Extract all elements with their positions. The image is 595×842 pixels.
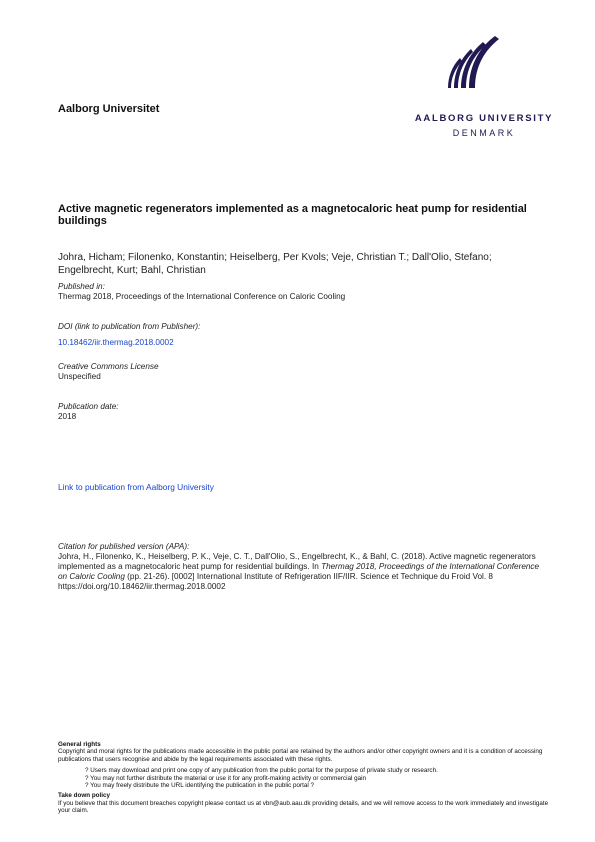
takedown-heading: Take down policy: [58, 792, 111, 800]
license-value: Unspecified: [58, 372, 101, 381]
rights-bullet: ? You may not further distribute the material or use it for any profit-making activity or commercial gain: [85, 774, 367, 782]
rights-bullet: ? You may freely distribute the URL identifying the publication in the public portal ?: [85, 782, 315, 790]
logo-wordmark: AALBORG UNIVERSITY: [414, 113, 554, 124]
general-rights-heading: General rights: [58, 741, 101, 748]
doi-section: [58, 322, 538, 350]
aau-wave-logo-icon: [445, 36, 501, 96]
rights-bullet: ? Users may download and print one copy of any publication from the public portal for the purpose of private study or research.: [85, 767, 438, 775]
citation-section: [58, 542, 548, 592]
citation-label: Citation for published version (APA):: [58, 542, 190, 551]
citation-proceedings-title: Thermag 2018, Proceedings of the International Conference on Caloric Cooling: [58, 562, 540, 581]
publication-date-section: [58, 402, 538, 422]
portal-publication-link[interactable]: Link to publication from Aalborg University: [58, 482, 214, 492]
published-in-label: Published in:: [58, 282, 105, 291]
institution-name: Aalborg Universitet: [58, 103, 160, 115]
citation-part1: Johra, H., Filonenko, K., Heiselberg, P. K., Veje, C. T., Dall'Olio, S., Engelbrecht, K., & Bahl, C. (2018). Active magnetic regenerators implemented as a magnetocaloric heat pump for residential buildings. In: [58, 552, 536, 571]
license-label: Creative Commons License: [58, 362, 159, 371]
published-in-value: Thermag 2018, Proceedings of the International Conference on Caloric Cooling: [58, 292, 346, 301]
takedown-text: If you believe that this document breaches copyright please contact us at vbn@aub.aau.dk providing details, and we will remove access to the work immediately and investigate your claim.: [58, 799, 549, 815]
rights-bullet-list: [58, 767, 553, 789]
citation-part2: (pp. 21-26). [0002] International Institute of Refrigeration IIF/IIR. Science et Technique du Froid Vol. 8 https://doi.org/10.18462/iir.thermag.2018.0002: [58, 572, 493, 591]
doi-link[interactable]: 10.18462/iir.thermag.2018.0002: [58, 338, 174, 347]
publication-date-label: Publication date:: [58, 402, 119, 411]
published-in-section: [58, 282, 538, 302]
publication-date-value: 2018: [58, 412, 77, 421]
rights-section: [58, 741, 553, 815]
university-logo: [405, 36, 563, 140]
license-section: [58, 362, 538, 382]
doi-label: DOI (link to publication from Publisher):: [58, 322, 201, 331]
citation-text: [58, 552, 548, 592]
paper-title: Active magnetic regenerators implemented as a magnetocaloric heat pump for residential buildings: [58, 203, 527, 227]
general-rights-text: Copyright and moral rights for the publications made accessible in the public portal are retained by the authors and/or other copyright owners and it is a condition of accessing publications that users recognise and abide by the legal requirements associated with these rights.: [58, 748, 543, 763]
logo-country: DENMARK: [452, 128, 516, 138]
paper-authors: Johra, Hicham; Filonenko, Konstantin; Heiselberg, Per Kvols; Veje, Christian T.; Dall'Olio, Stefano; Engelbrecht, Kurt; Bahl, Christian: [58, 252, 492, 276]
